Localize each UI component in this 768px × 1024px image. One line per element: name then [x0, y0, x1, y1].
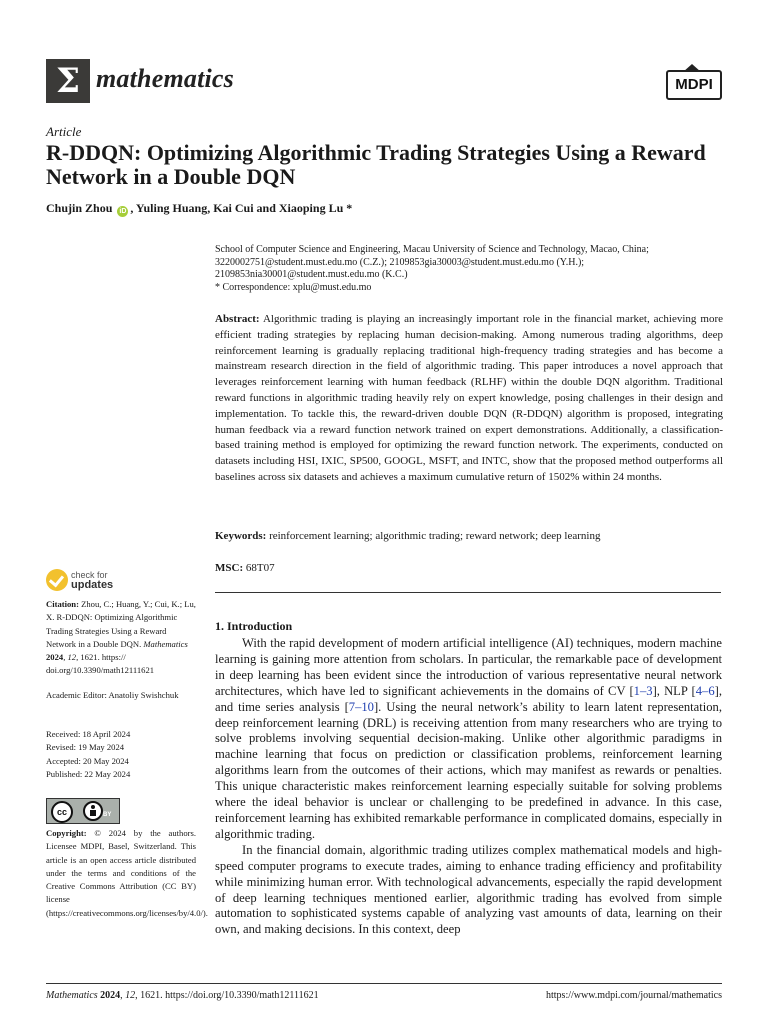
introduction-body [215, 636, 722, 938]
citation: Citation: Zhou, C.; Huang, Y.; Cui, K.; Lu, X. R-DDQN: Optimizing Algorithmic Trading Strategies Using a Reward Network in a Double DQN. Mathematics 2024, 12, 1621. https:// doi.org/10.3390/math12111621 [46, 599, 196, 676]
other-authors: , Yuling Huang, Kai Cui and Xiaoping Lu * [130, 201, 353, 215]
msc-code: 68T07 [245, 562, 275, 574]
date-published: Published: 22 May 2024 [46, 768, 131, 779]
footer-journal-url[interactable]: https://www.mdpi.com/journal/mathematics [546, 990, 722, 1001]
abstract-text: Algorithmic trading is playing an increasingly important role in the financial market, achieving more efficient trading strategies by replacing human decision-making. Among numerous trading algorithms, deep reinforcement learning is gradually replacing traditional high-frequency trading strategies and has become a mainstream research direction in the field of algorithmic trading. This paper introduces a novel approach that leverages reinforcement learning with human feedback (RLHF) within the double DQN algorithm. Traditional reward functions in algorithmic trading heavily rely on expert knowledge, posing challenges in their design and implementation. To tackle this, the reward-driven double DQN (R-DDQN) algorithm is proposed, integrating human feedback via a reward function network trained on expert demonstrations. Additionally, a classification-based training method is employed for optimizing the reward function network. The experiments, conducted on datasets including HSI, IXIC, SP500, GOOGL, MSFT, and INTC, show that the proposed method outperforms all baselines across six datasets and achieves a maximum cumulative return of 1502% within 24 months. [215, 313, 723, 483]
footer-citation: Mathematics 2024, 12, 1621. https://doi.org/10.3390/math12111621 [46, 990, 319, 1001]
reference-link[interactable]: 1–3 [633, 683, 653, 698]
abstract [215, 312, 723, 486]
cc-by-label: BY [103, 812, 112, 818]
check-for-label: check for [71, 570, 108, 580]
footer-divider [46, 983, 722, 984]
cc-by-license-badge[interactable] [46, 798, 120, 824]
publication-dates [46, 728, 196, 781]
affiliation-line: 3220002751@student.must.edu.mo (C.Z.); 2109853gia30003@student.must.edu.mo (Y.H.); [215, 256, 585, 268]
academic-editor: Academic Editor: Anatoliy Swishchuk [46, 690, 179, 700]
date-accepted: Accepted: 20 May 2024 [46, 755, 129, 766]
author-list [46, 201, 352, 217]
msc-label: MSC: [215, 562, 244, 574]
article-type: Article [46, 124, 82, 139]
keywords-text: reinforcement learning; algorithmic trading; reward network; deep learning [269, 530, 601, 542]
cc-icon: cc [51, 801, 73, 823]
section-heading: 1. Introduction [215, 619, 293, 633]
attribution-icon [83, 801, 103, 821]
citation-doi[interactable]: doi.org/10.3390/math12111621 [46, 665, 155, 676]
affiliations [215, 244, 725, 294]
keywords-label: Keywords: [215, 530, 267, 542]
copyright: Copyright: © 2024 by the authors. Licensee MDPI, Basel, Switzerland. This article is an open access article distributed under the terms and conditions of the Creative Commons Attribution (CC BY) license (https://creativecommons.org/licenses/by/4.0/). [46, 828, 208, 918]
reference-link[interactable]: 4–6 [695, 683, 715, 698]
date-revised: Revised: 19 May 2024 [46, 742, 125, 753]
correspondence: * Correspondence: xplu@must.edu.mo [215, 281, 372, 293]
check-icon [46, 569, 68, 591]
reference-link[interactable]: 7–10 [348, 699, 374, 714]
affiliation-line: 2109853nia30001@student.must.edu.mo (K.C.) [215, 269, 408, 280]
date-received: Received: 18 April 2024 [46, 729, 131, 739]
affiliation-line: School of Computer Science and Engineering, Macau University of Science and Technology, Macao, China; [215, 244, 649, 255]
journal-name: mathematics [96, 64, 234, 93]
msc [215, 562, 723, 574]
paper-title: R-DDQN: Optimizing Algorithmic Trading Strategies Using a Reward Network in a Double DQN [46, 140, 706, 189]
updates-label: updates [71, 579, 114, 591]
journal-logo: Σ [46, 59, 90, 103]
publisher-logo: MDPI [666, 70, 722, 100]
orcid-icon[interactable]: iD [119, 208, 127, 215]
check-for-updates-button[interactable] [46, 569, 136, 593]
paragraph: With the rapid development of modern artificial intelligence (AI) techniques, modern machine learning is gaining more attention from scholars. In particular, the remarkable pace of development in deep learning has been evident since the introduction of various representative neural network architectures, which have led to significant achievements in the domains of CV [1–3], NLP [4–6], and time series analysis [7–10]. Using the neural network’s ability to learn latent representation, deep reinforcement learning (DRL) is receiving attention from many researchers who are trying to solve problems involving sequential decision-making. Unlike other algorithmic paradigms in machine learning that focus on prediction or classification problems, reinforcement learning algorithms learn from the outcomes of their actions, which may manifest as rewards or penalties. This unique characteristic makes reinforcement learning especially suitable for solving problems where the ideal behavior is unclear or challenging to be predefined in advance. In this case, reinforcement learning has exhibited remarkable performance in complicated domains, especially in algorithmic trading. [215, 636, 722, 841]
paragraph: In the financial domain, algorithmic trading utilizes complex mathematical models and high-speed computer programs to execute trades, aiming to enhance trading efficiency and profitability while minimizing human error. With technological advancements, especially the rapid development of deep learning techniques mentioned earlier, algorithmic trading has evolved from simple automation to sophisticated systems capable of analyzing vast amounts of data, learning on their own, and making decisions. In this context, deep [215, 842, 722, 937]
keywords [215, 530, 723, 542]
abstract-label: Abstract: [215, 313, 260, 325]
section-divider [215, 592, 721, 593]
first-author: Chujin Zhou [46, 201, 113, 215]
